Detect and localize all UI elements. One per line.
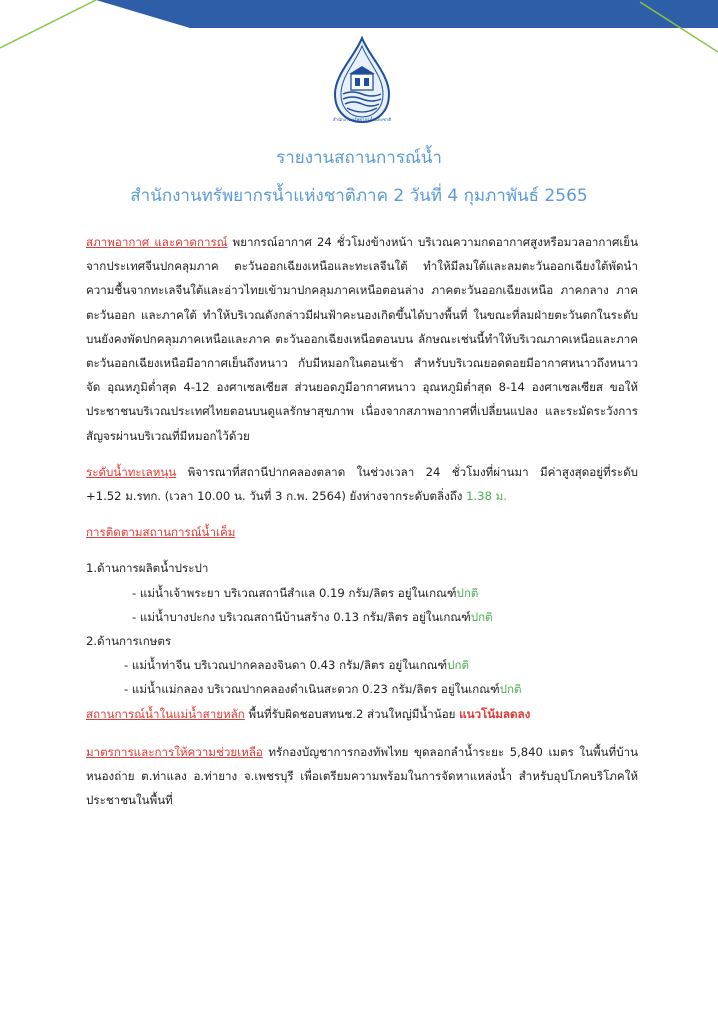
sea-level-paragraph	[86, 460, 638, 508]
measures-text: ทรักองบัญชาการกองทัพไทย ขุดลอกลำน้ำระยะ 5,840 เมตร ในพื้นที่บ้านหนองถ่าย ต.ท่าแลง อ.ท่ายาง จ.เพชรบุรี เพื่อเตรียมความพร้อมในการจัดหาแหล่งน้ำ สำหรับอุปโภคบริโภคให้ประชาชนในพื้นที่	[86, 744, 638, 808]
logo-caption: สำนักงานทรัพยากรน้ำแห่งชาติ	[332, 118, 392, 123]
salinity-item	[86, 581, 638, 605]
salinity-item-text: - แม่น้ำแม่กลอง บริเวณปากคลองดำเนินสะดวก 0.23 กรัม/ลิตร อยู่ในเกณฑ์	[124, 682, 500, 697]
onwr-logo-icon	[325, 36, 399, 124]
salinity-item	[86, 605, 638, 629]
report-subtitle: สำนักงานทรัพยากรน้ำแห่งชาติภาค 2 วันที่ 4 กุมภาพันธ์ 2565	[130, 186, 588, 206]
measures-paragraph	[86, 740, 638, 813]
main-river-trend: แนวโน้มลดลง	[459, 706, 531, 721]
salinity-item-status: ปกติ	[470, 609, 493, 624]
salinity-item-text: - แม่น้ำบางปะกง บริเวณสถานีบ้านสร้าง 0.13 กรัม/ลิตร อยู่ในเกณฑ์	[132, 609, 471, 624]
report-body	[86, 230, 638, 812]
weather-label: สภาพอากาศ และคาดการณ์	[86, 235, 228, 249]
header-green-line-left	[0, 0, 96, 48]
salinity-section-2-heading: 2.ด้านการเกษตร	[86, 634, 172, 649]
weather-paragraph	[86, 230, 638, 448]
salinity-item-status: ปกติ	[499, 682, 522, 697]
sea-level-text: พิจารณาที่สถานีปากคลองตลาด ในช่วงเวลา 24 ชั่วโมงที่ผ่านมา มีค่าสูงสุดอยู่ที่ระดับ +1.52 ม.รทก. (เวลา 10.00 น. วันที่ 3 ก.พ. 2564) ยังห่างจากระดับตลิ่งถึง	[86, 464, 638, 504]
title-block	[0, 142, 718, 210]
weather-text: พยากรณ์อากาศ 24 ชั่วโมงข้างหน้า บริเวณความกดอากาศสูงหรือมวลอากาศเย็นจากประเทศจีนปกคลุมภาค ตะวันออกเฉียงเหนือและทะเลจีนใต้ ทำให้มีลมใต้และลมตะวันออกเฉียงใต้พัดนำความชื้นจากทะเลจีนใต้และอ่าวไทยเข้ามาปกคลุมภาคเหนือตอนล่าง ภาคตะวันออกเฉียงเหนือ ภาคกลาง ภาคตะวันออก และภาคใต้ ทำให้บริเวณดังกล่าวมีฝนฟ้าคะนองเกิดขึ้นได้บางพื้นที่ ในขณะที่ลมฝ่ายตะวันตกในระดับบนยังคงพัดปกคลุมภาคเหนือและภาค ตะวันออกเฉียงเหนือตอนบน ลักษณะเช่นนี้ทำให้บริเวณภาคเหนือและภาคตะวันออกเฉียงเหนือมีอากาศเย็นถึงหนาว กับมีหมอกในตอนเช้า สำหรับบริเวณยอดดอยมีอากาศหนาวถึงหนาวจัด อุณหภูมิต่ำสุด 4-12 องศาเซลเซียส ส่วนยอดภูมีอากาศหนาว อุณหภูมิต่ำสุด 8-14 องศาเซลเซียส ขอให้ประชาชนบริเวณประเทศไทยตอนบนดูแลรักษาสุขภาพ เนื่องจากสภาพอากาศที่เปลี่ยนแปลง และระมัดระวังการสัญจรผ่านบริเวณที่มีหมอกไว้ด้วย	[86, 235, 639, 443]
salinity-item	[86, 653, 638, 677]
sea-level-label: ระดับน้ำทะเลหนุน	[86, 464, 177, 479]
salinity-item	[86, 677, 638, 701]
salinity-heading-row	[86, 520, 638, 544]
report-title: รายงานสถานการณ์น้ำ	[276, 148, 442, 168]
salinity-label: การติดตามสถานการณ์น้ำเค็ม	[86, 525, 236, 540]
sea-level-value: 1.38 ม.	[466, 489, 507, 504]
salinity-section-1-heading: 1.ด้านการผลิตน้ำประปา	[86, 561, 209, 576]
salinity-item-text: - แม่น้ำเจ้าพระยา บริเวณสถานีสำแล 0.19 กรัม/ลิตร อยู่ในเกณฑ์	[132, 585, 457, 600]
main-river-text: พื้นที่รับผิดชอบสทนช.2 ส่วนใหญ่มีน้ำน้อย	[244, 706, 460, 721]
salinity-item-status: ปกติ	[456, 585, 479, 600]
salinity-item-status: ปกติ	[447, 658, 470, 673]
salinity-item-text: - แม่น้ำท่าจีน บริเวณปากคลองจินดา 0.43 กรัม/ลิตร อยู่ในเกณฑ์	[124, 658, 448, 673]
main-river-paragraph	[86, 702, 638, 726]
header-blue-band	[96, 0, 718, 28]
main-river-label: สถานการณ์น้ำในแม่น้ำสายหลัก	[86, 706, 245, 721]
measures-label: มาตรการและการให้ความช่วยเหลือ	[86, 744, 263, 759]
